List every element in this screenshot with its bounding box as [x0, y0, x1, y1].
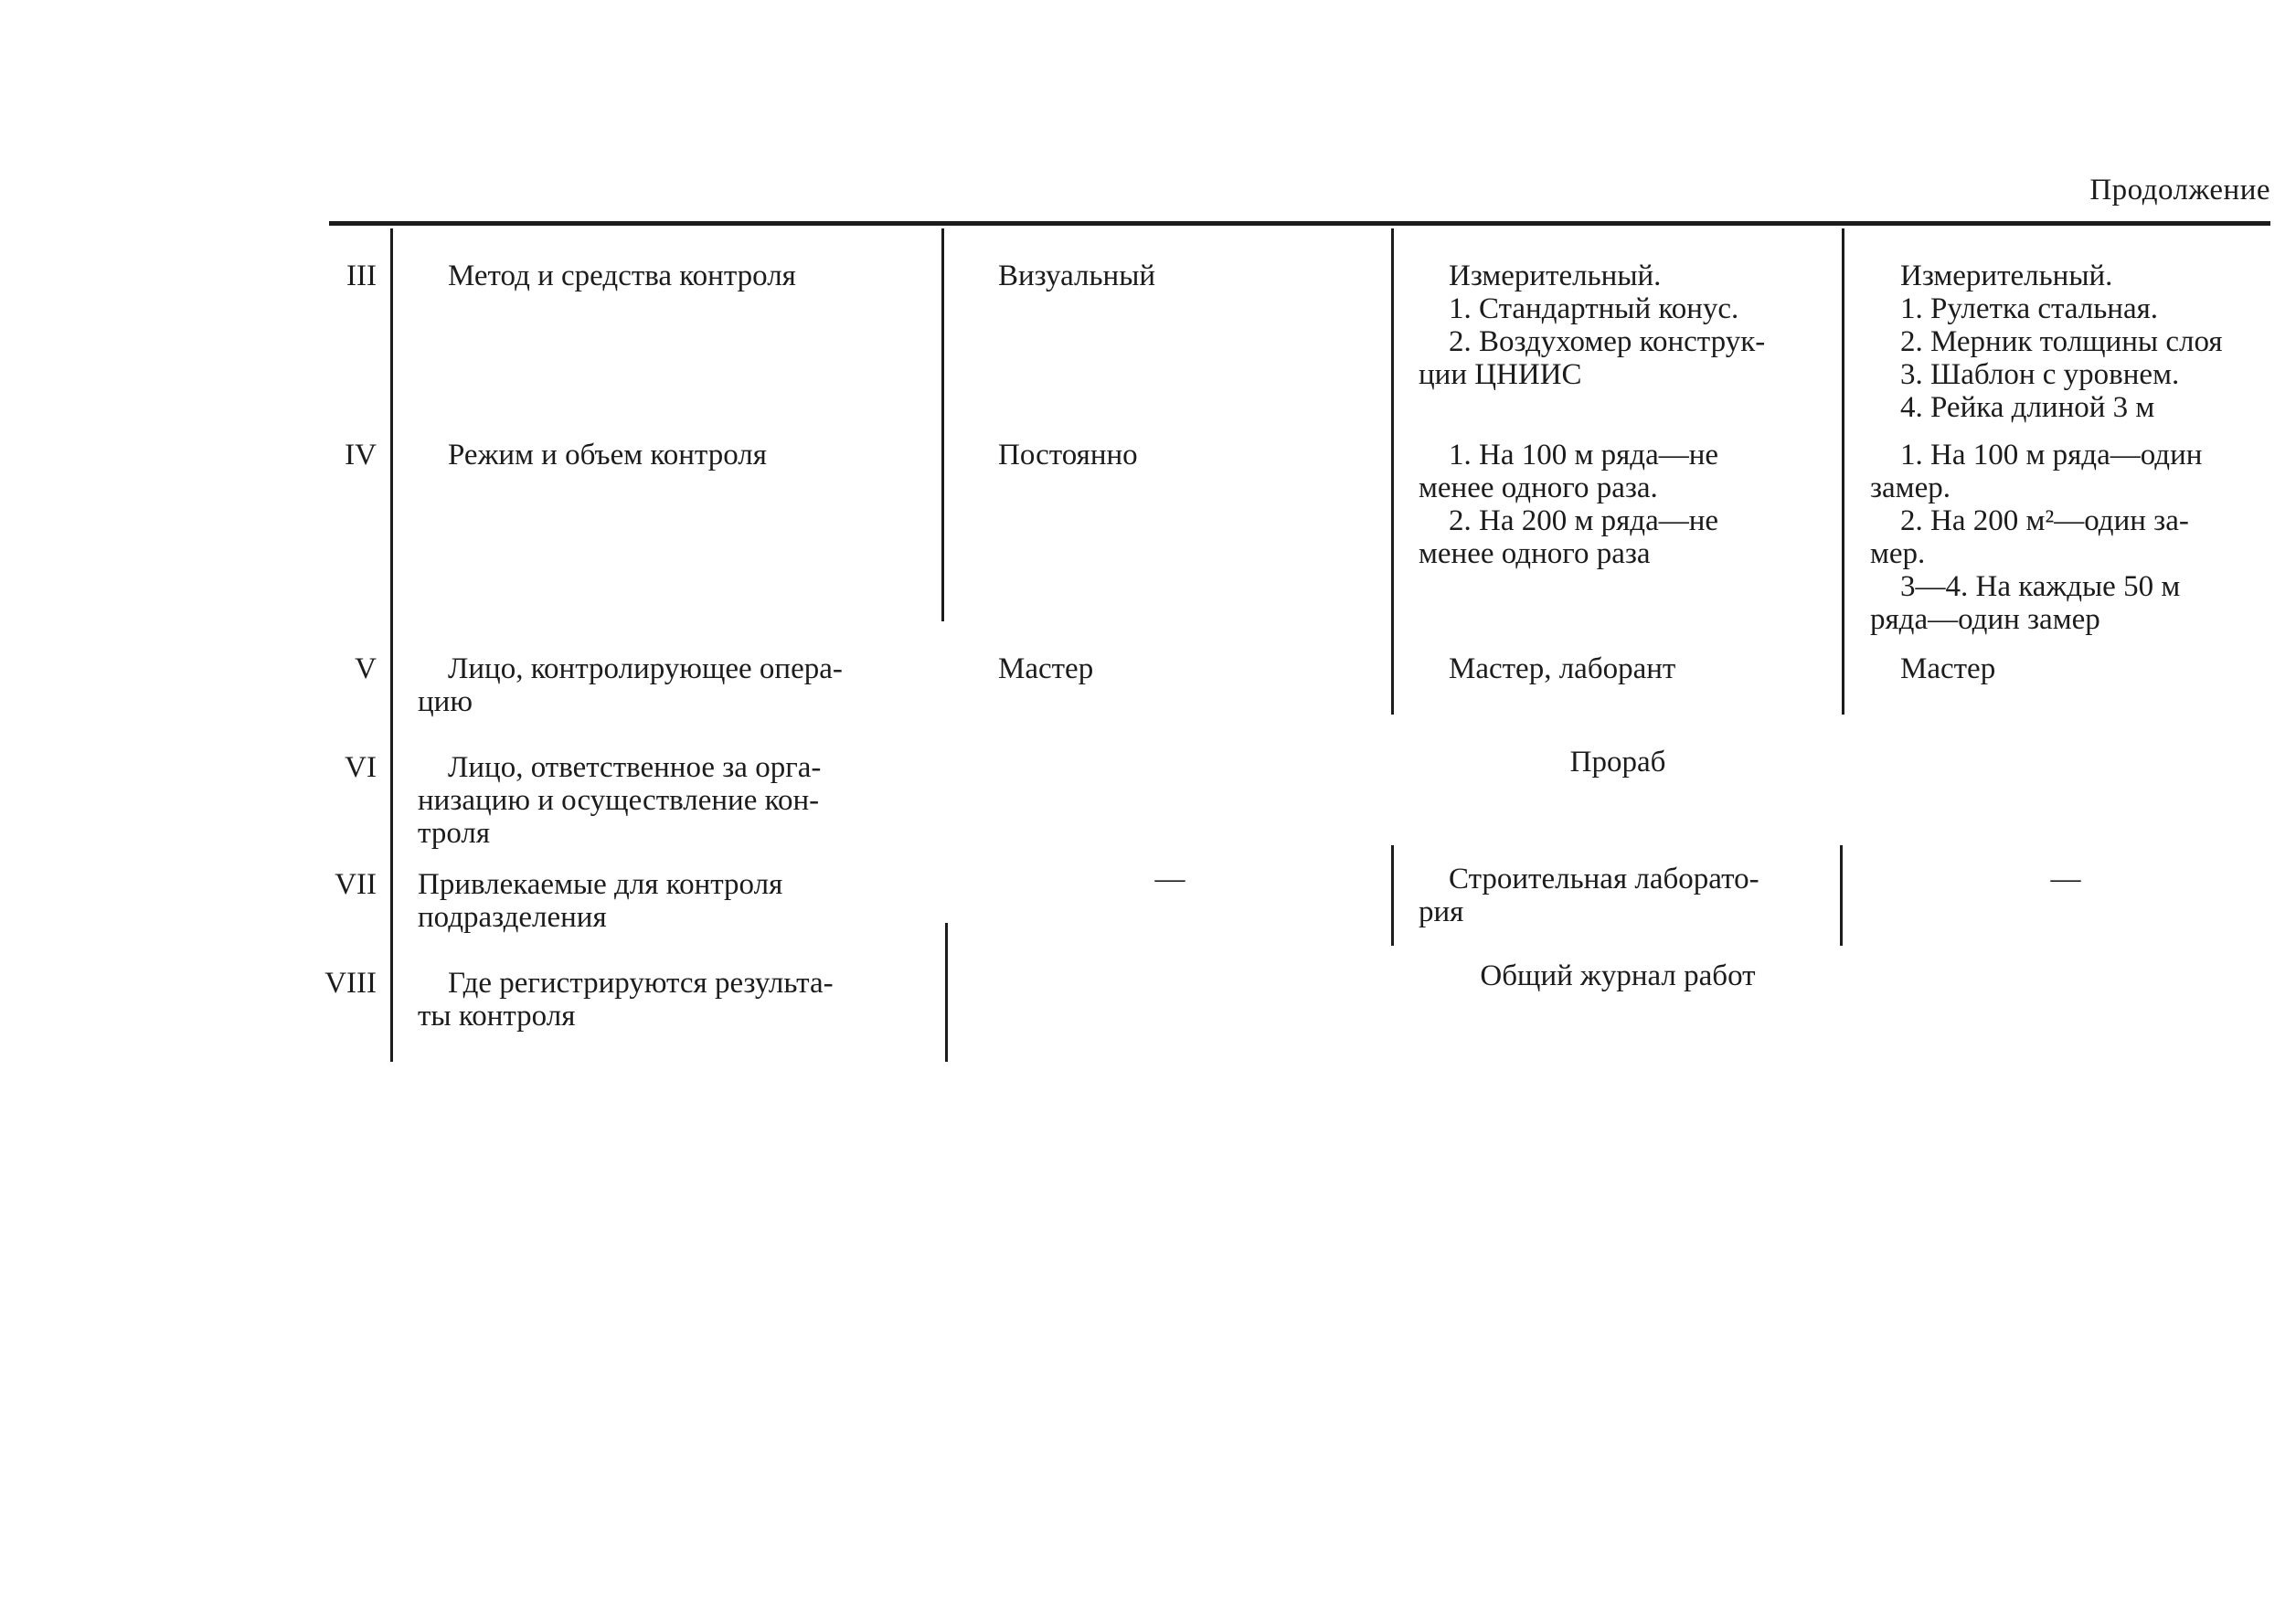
- text-line: 4. Рейка длиной 3 м: [1900, 391, 2155, 424]
- cell-col3: [1870, 439, 2272, 636]
- row-numeral: VII: [335, 868, 377, 901]
- text-line: замер.: [1870, 471, 1951, 504]
- text-line: 3—4. На каждые 50 м: [1900, 570, 2181, 603]
- text-line: ряда—один замер: [1870, 603, 2100, 636]
- text-line: мер.: [1870, 537, 1926, 570]
- text-line: Метод и средства контроля: [448, 260, 796, 292]
- cell-col1: [998, 260, 1155, 292]
- merged-cell: Прораб: [1569, 746, 1666, 779]
- row-numeral: V: [355, 652, 377, 685]
- cell-col1: —: [1154, 863, 1185, 895]
- text-line: 1. Стандартный конус.: [1449, 292, 1739, 325]
- row-parameter: [418, 868, 943, 934]
- text-line: 2. Мерник толщины слоя: [1900, 325, 2223, 358]
- text-line: рия: [1419, 895, 1464, 928]
- text-line: 2. На 200 м²—один за-: [1900, 504, 2189, 537]
- text-line: Мастер, лаборант: [1449, 652, 1676, 685]
- text-line: Визуальный: [998, 260, 1156, 292]
- column-rule: [945, 923, 948, 1062]
- row-parameter: [418, 967, 943, 1033]
- text-line: Строительная лаборато-: [1449, 863, 1759, 895]
- column-rule: [1391, 228, 1394, 715]
- text-line: троля: [418, 817, 491, 850]
- continuation-label: Продолжение: [2089, 174, 2270, 207]
- cell-col2: [1419, 439, 1821, 570]
- text-line: цию: [418, 685, 473, 718]
- text-line: Лицо, ответственное за орга-: [448, 751, 822, 784]
- text-line: 2. Воздухомер конструк-: [1449, 325, 1766, 358]
- text-line: Измерительный.: [1449, 260, 1662, 292]
- row-numeral: VIII: [324, 967, 377, 1000]
- row-parameter: [418, 260, 943, 292]
- cell-col1: [998, 652, 1093, 685]
- row-parameter: [418, 652, 943, 718]
- text-line: 2. На 200 м ряда—не: [1449, 504, 1719, 537]
- text-line: низацию и осуществление кон-: [418, 784, 820, 817]
- column-rule: [1391, 845, 1394, 946]
- row-numeral: III: [346, 260, 377, 292]
- text-line: ции ЦНИИС: [1419, 358, 1582, 391]
- text-line: Постоянно: [998, 439, 1138, 471]
- column-rule: [1842, 228, 1844, 715]
- text-line: Лицо, контролирующее опера-: [448, 652, 843, 685]
- text-line: менее одного раза.: [1419, 471, 1658, 504]
- text-line: 1. На 100 м ряда—один: [1900, 439, 2203, 471]
- cell-col2: [1419, 260, 1821, 391]
- text-line: Мастер: [998, 652, 1094, 685]
- text-line: Привлекаемые для контроля: [418, 868, 783, 901]
- cell-col3: [1870, 260, 2272, 424]
- text-line: менее одного раза: [1419, 537, 1651, 570]
- text-line: Где регистрируются результа-: [448, 967, 834, 1000]
- text-line: Режим и объем контроля: [448, 439, 767, 471]
- row-numeral: VI: [345, 751, 377, 784]
- cell-col2: [1419, 652, 1821, 685]
- text-line: Измерительный.: [1900, 260, 2113, 292]
- text-line: ты контроля: [418, 1000, 576, 1033]
- top-rule: [329, 221, 2270, 226]
- text-line: 3. Шаблон с уровнем.: [1900, 358, 2180, 391]
- text-line: 1. На 100 м ряда—не: [1449, 439, 1719, 471]
- merged-cell: Общий журнал работ: [1480, 959, 1756, 992]
- cell-col1: [998, 439, 1138, 471]
- row-parameter: [418, 751, 943, 850]
- text-line: Мастер: [1900, 652, 1996, 685]
- text-line: подразделения: [418, 901, 607, 934]
- column-rule: [1840, 845, 1843, 946]
- row-parameter: [418, 439, 943, 471]
- cell-col3: —: [2050, 863, 2081, 895]
- cell-col3: [1870, 652, 2272, 685]
- row-numeral: IV: [345, 439, 377, 471]
- cell-col2: [1419, 863, 1821, 928]
- text-line: 1. Рулетка стальная.: [1900, 292, 2159, 325]
- column-rule: [390, 228, 393, 1062]
